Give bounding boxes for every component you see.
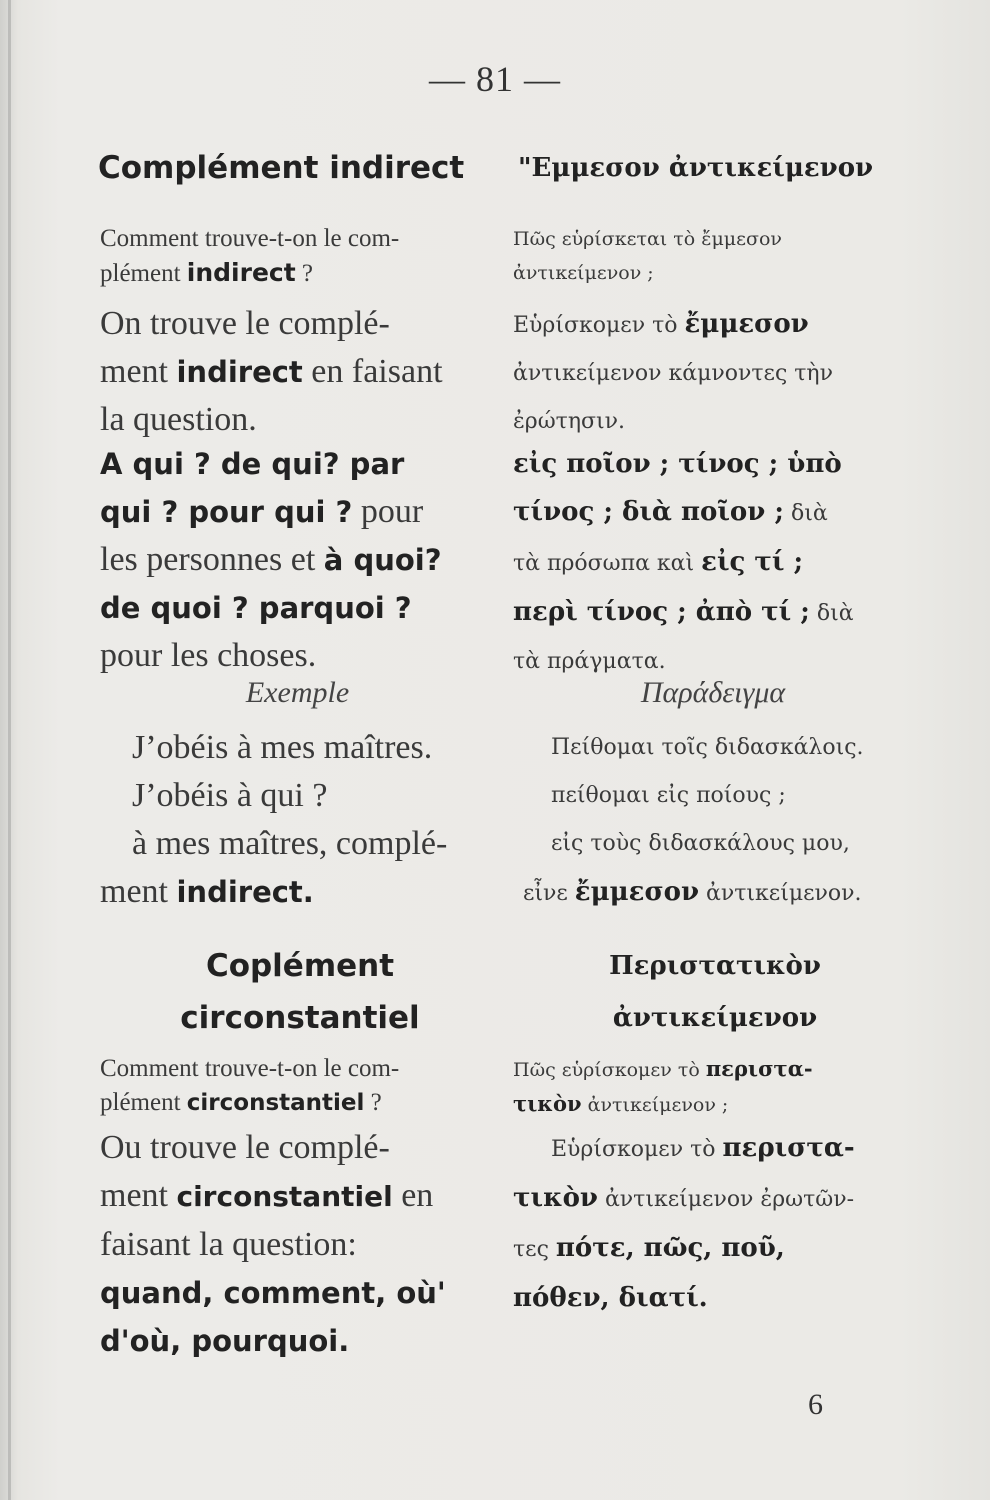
fr-question-bold: indirect [186,258,296,287]
gr-q-line-1: εἰς ποῖον ; τίνος ; ὑπὸ [513,449,842,479]
fr-example [100,724,495,916]
fr-answer2-line-4: quand, comment, où' [100,1276,446,1310]
gr-example [513,724,913,918]
gr-heading-indirect: "Εμμεσον ἀντικείμενον [518,153,874,183]
gr-heading-line-2: ἀντικείμενον [612,1003,818,1033]
fr-answer-circonstantiel [100,1124,495,1365]
gr-question-line-2: ἀντικείμενον ; [513,262,654,284]
fr-ex-line-4 [100,868,495,916]
gr-answer2-line-3 [513,1224,913,1274]
fr-answer2-line-1: Ou trouve le complé- [100,1129,390,1166]
fr-ex-line-2: J’obéis à qui ? [132,777,328,814]
fr-q-line-3 [100,536,495,584]
fr-heading-circonstantiel [110,940,490,1044]
fr-answer-indirect [100,300,495,444]
page-spine [8,0,11,1500]
gr-q-text: διὰ [783,501,828,526]
fr-heading-line-1: Coplément [205,948,395,984]
fr-ex-bold: indirect. [176,875,314,909]
gr-ex-line-4 [513,868,913,918]
gr-answer2-bold-2: τικὸν [513,1183,598,1213]
gr-question-line-1: Πῶς εὑρίσκεται τὸ ἔμμεσον [513,228,782,250]
fr-ex-line-1: J’obéis à mes maîtres. [132,729,433,766]
fr-question-text: plément [100,260,187,287]
gr-answer-line-2: ἀντικείμενον κάμνοντες τὴν [513,361,833,386]
fr-heading-indirect: Complément indirect [98,150,465,186]
gr-answer2-line-2 [513,1174,913,1224]
gr-q-line-3 [513,538,913,588]
fr-heading-line-2: circonstantiel [180,1000,420,1036]
fr-q-line-1: A qui ? de qui? par [100,447,405,481]
fr-answer2-bold: circonstantiel [176,1180,393,1213]
gr-ex-text-end: ἀντικείμενον. [699,881,862,906]
fr-q-bold: qui ? pour qui ? [100,495,353,529]
gr-q-bold-4: περὶ τίνος ; ἀπὸ τί ; [513,597,810,627]
fr-ex-text: ment [100,873,177,910]
gr-answer2-line-1 [513,1124,913,1174]
gr-answer2-text: Εὑρίσκομεν τὸ [551,1137,723,1162]
fr-answer-text-end: en faisant [302,353,443,390]
gr-answer-line-3: ἐρώτησιν. [513,409,626,434]
fr-answer2-line-2 [100,1172,495,1221]
gr-answer-circonstantiel [513,1124,913,1322]
fr-question2-mark: ? [364,1089,382,1116]
fr-answer-line-2 [100,348,495,396]
gr-ex-line-3: εἰς τοὺς διδασκάλους μου, [551,831,850,856]
fr-answer-line-1: On trouve le complé- [100,305,390,342]
gr-q-line-5: τὰ πράγματα. [513,649,666,674]
footer-number: 6 [808,1388,823,1421]
gr-heading-circonstantiel [515,940,915,1044]
gr-question2-bold: περιστα- [705,1056,813,1081]
gr-answer-line-1 [513,300,913,350]
fr-question-words [100,440,495,680]
gr-question-words [513,440,913,686]
fr-q-line-5: pour les choses. [100,637,317,674]
fr-answer2-text-end: en [392,1177,434,1214]
fr-question2-bold: circonstantiel [186,1090,365,1116]
fr-question-line-2 [100,256,495,291]
gr-ex-line-1: Πείθομαι τοῖς διδασκάλοις. [551,735,864,760]
fr-ex-line-3: à mes maîtres, complé- [132,825,448,862]
fr-q-bold-3: à quoi? [323,543,442,577]
fr-answer2-line-3: faisant la question: [100,1226,357,1263]
gr-question-indirect [513,222,913,290]
gr-question2-line-2 [513,1087,913,1122]
gr-heading-line-1: Περιστατικὸν [609,951,821,981]
gr-ex-text: εἶνε [523,881,575,906]
fr-q-line-4: de quoi ? parquoi ? [100,591,412,625]
gr-answer2-text-2: ἀντικείμενον ἐρωτῶν- [597,1187,855,1212]
fr-question-mark: ? [295,260,314,287]
fr-question2-line-2 [100,1086,495,1120]
gr-answer2-line-4: πόθεν, διατί. [513,1283,708,1313]
gr-q-text-4: διὰ [809,601,854,626]
gr-ex-bold: ἔμμεσον [574,877,700,907]
fr-answer-line-3: la question. [100,401,257,438]
gr-example-title: Παράδειγμα [640,676,786,709]
gr-q-text-3: τὰ πρόσωπα καὶ [513,551,702,576]
gr-question2-text-2: ἀντικείμενον ; [581,1094,729,1116]
gr-q-bold: τίνος ; διὰ ποῖον ; [513,497,784,527]
gr-answer2-bold-3: πότε, πῶς, ποῦ, [555,1233,785,1263]
gr-q-line-4 [513,588,913,638]
fr-example-title: Exemple [245,676,350,709]
fr-answer2-line-5: d'où, pourquoi. [100,1324,350,1358]
page-number: — 81 — [429,59,561,99]
gr-answer-bold: ἔμμεσον [684,309,809,339]
fr-question-line-1: Comment trouve-t-on le com- [100,225,400,252]
fr-q-text: pour [352,493,424,530]
gr-answer-indirect [513,300,913,446]
fr-question-circonstantiel [100,1052,495,1120]
fr-question2-text: plément [100,1089,187,1116]
gr-ex-line-2: πείθομαι εἰς ποίους ; [551,783,786,808]
gr-question-circonstantiel [513,1052,913,1122]
gr-q-bold-3: εἰς τί ; [701,547,804,577]
fr-question2-line-1: Comment trouve-t-on le com- [100,1055,400,1082]
fr-answer-text: ment [100,353,177,390]
gr-answer-text: Εὑρίσκομεν τὸ [513,313,685,338]
gr-question2-text: Πῶς εὑρίσκομεν τὸ [513,1059,706,1081]
gr-question2-bold-2: τικὸν [513,1091,582,1116]
gr-q-line-2 [513,488,913,538]
fr-answer-bold: indirect [176,355,303,389]
fr-q-line-2 [100,488,495,536]
gr-answer2-bold: περιστα- [722,1133,855,1163]
gr-answer2-text-3: τες [513,1237,556,1262]
fr-answer2-text: ment [100,1177,177,1214]
fr-q-text-3: les personnes et [100,541,324,578]
gr-question2-line-1 [513,1052,913,1087]
fr-question-indirect [100,222,495,291]
